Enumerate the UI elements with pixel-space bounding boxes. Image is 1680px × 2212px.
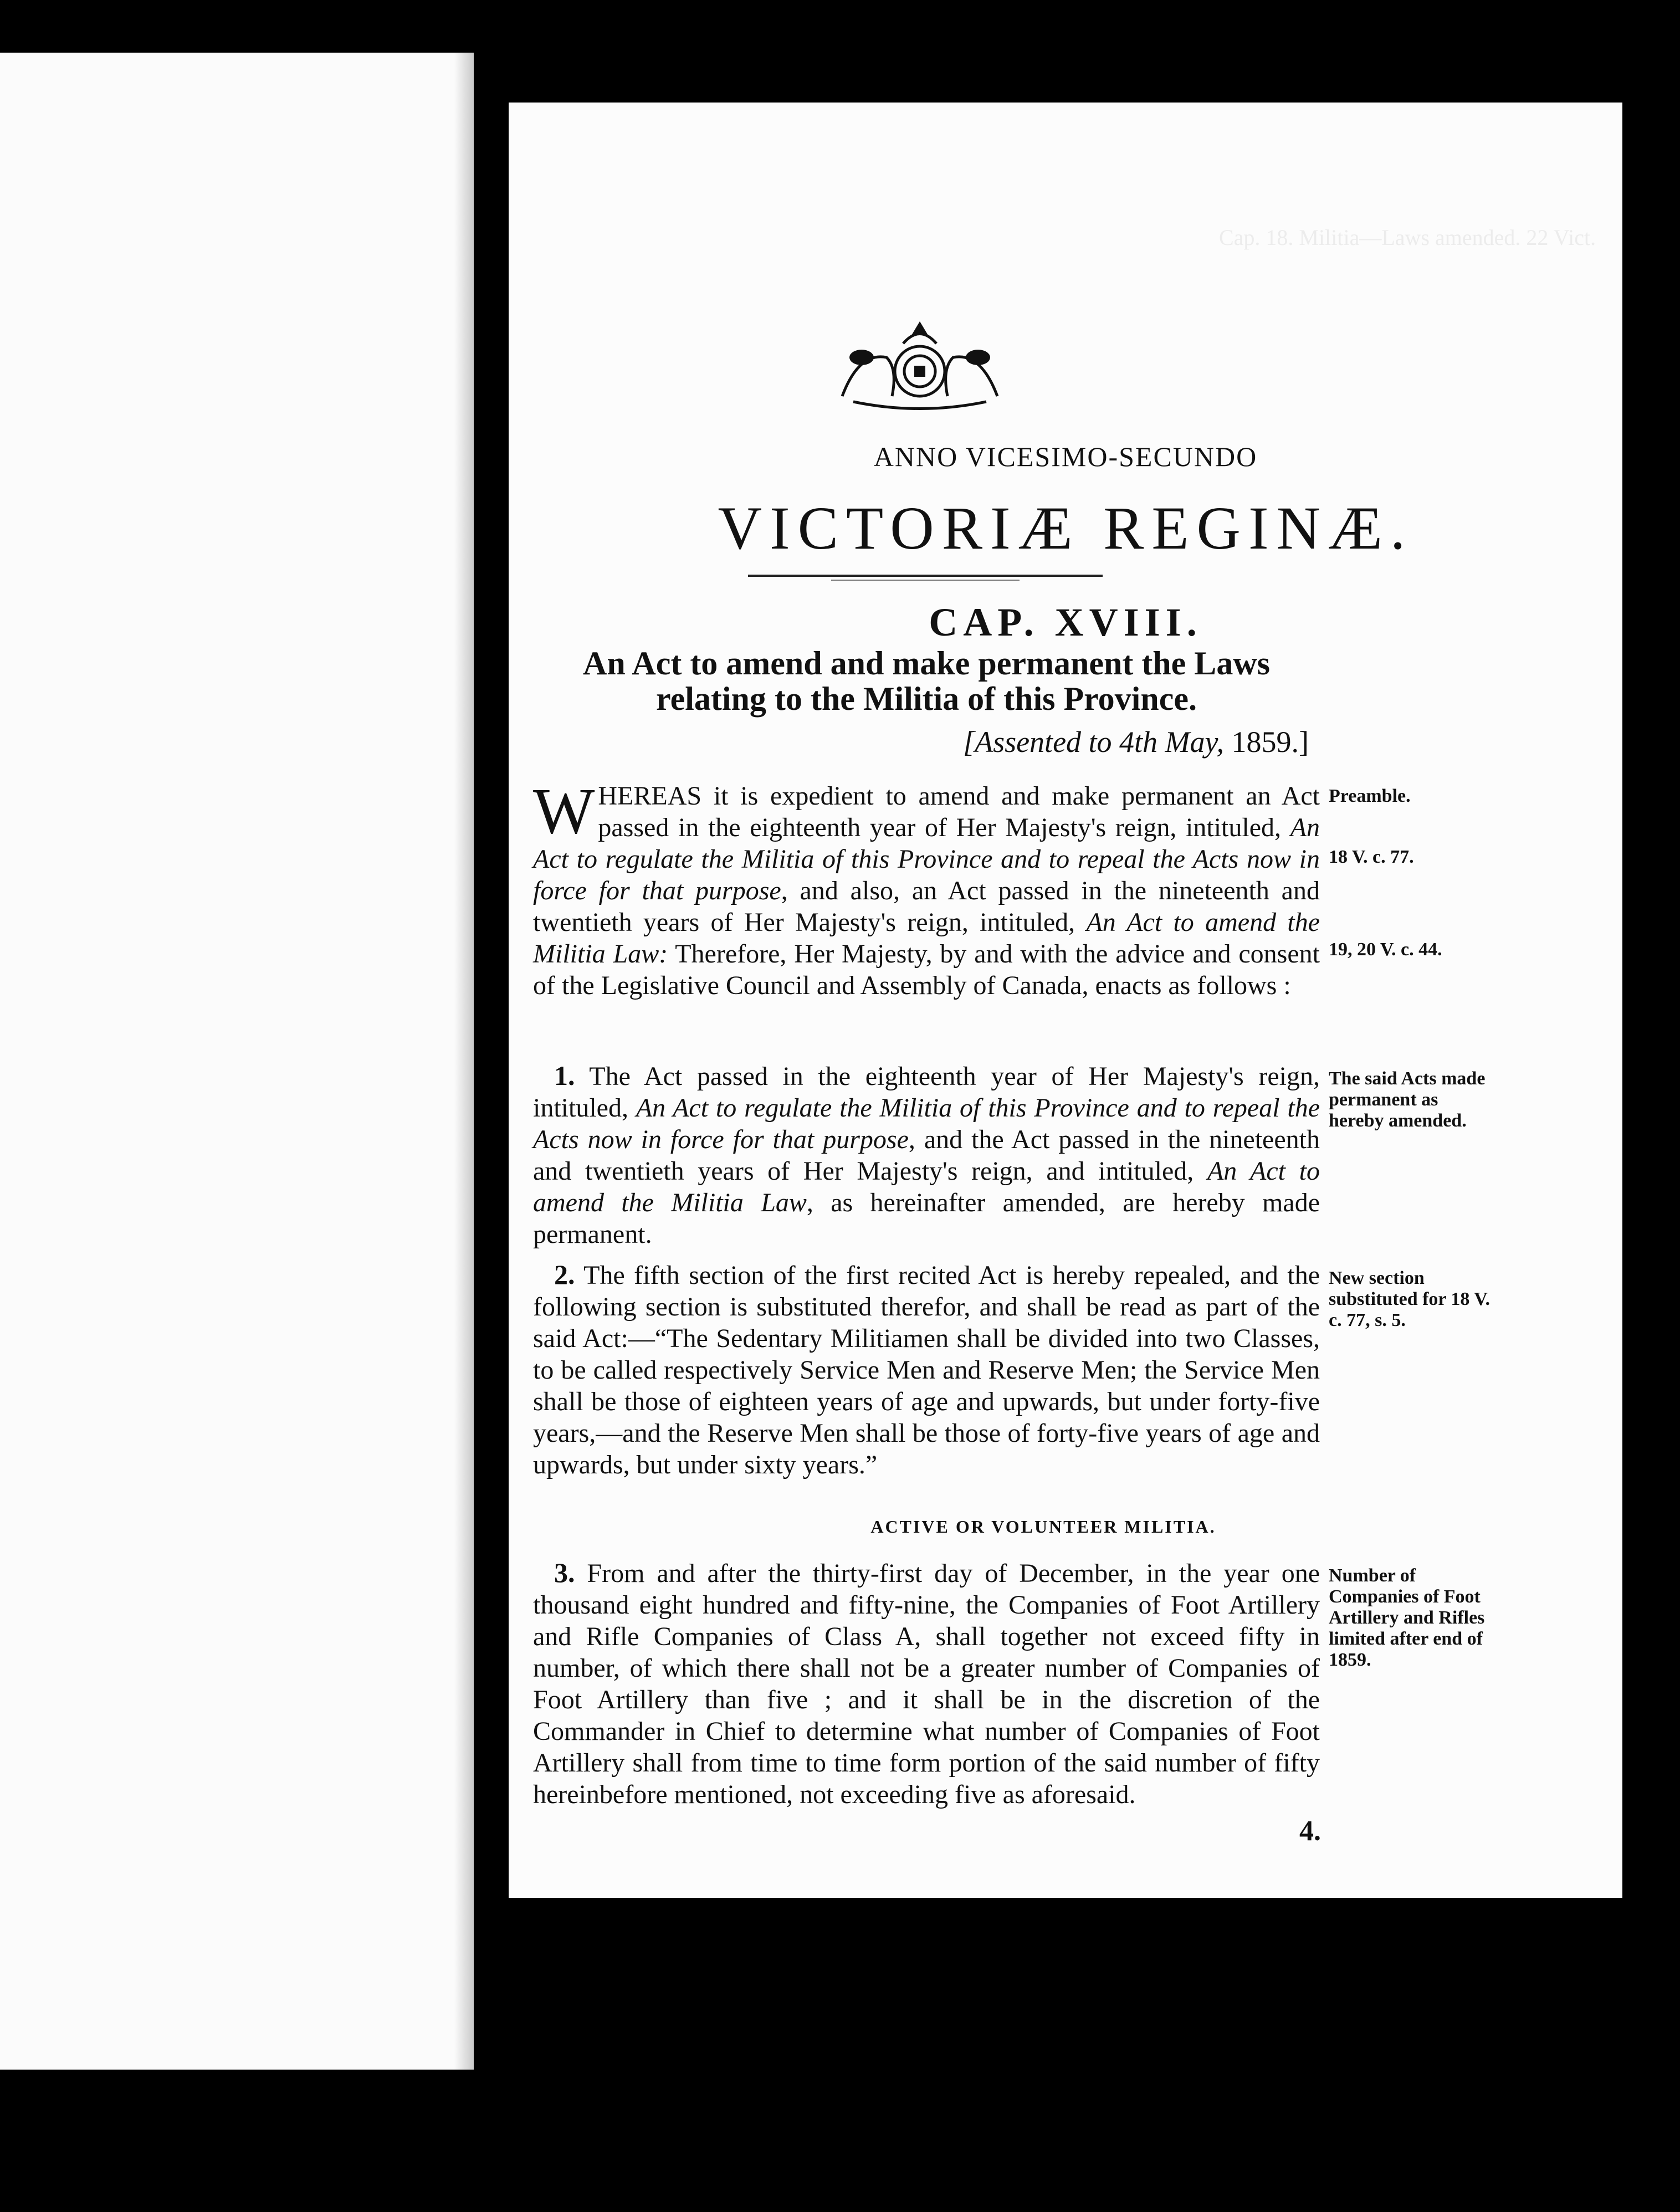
preamble-text-2: , and also, an Act passed in the nineteenth and twentieth years of Her Majesty's reign, intituled, — [533, 876, 1320, 937]
section-subheading: ACTIVE OR VOLUNTEER MILITIA. — [870, 1517, 1216, 1537]
bleed-through-text: Cap. 18. Militia—Laws amended. 22 Vict. — [1219, 225, 1596, 250]
section-number: 2. — [554, 1259, 575, 1290]
margin-note-preamble: Preamble. — [1329, 786, 1411, 806]
section-number: 1. — [554, 1060, 575, 1091]
section-text: From and after the thirty-first day of December, in the year one thousand eight hundred and fifty-nine, the Companies of Foot Artillery and Rifle Companies of Class A, shall together not exceed fifty in number, of which there shall not be a greater number of Companies of Foot Artillery than five ; and it shall be in the discretion of the Commander in Chief to determine what number of Companies of Foot Artillery shall from time to time form portion of the said number of fifty hereinbefore mentioned, not exceeding five as aforesaid. — [533, 1559, 1320, 1809]
regina-heading: VICTORIÆ REGINÆ. — [718, 494, 1413, 562]
cited-act-title-2: An Act to amend the Militia Law: — [533, 908, 1320, 969]
section-1 — [533, 1060, 1320, 1250]
section-text-3: , as hereinafter amended, are hereby made permanent. — [533, 1188, 1320, 1249]
margin-note-said-acts: The said Acts made permanent as hereby amended. — [1329, 1068, 1486, 1131]
page-gutter-shadow — [454, 53, 474, 2070]
assent-text: [Assented to 4th May, — [963, 725, 1232, 759]
section-number: 3. — [554, 1557, 575, 1588]
margin-note-number-of-companies: Number of Companies of Foot Artillery and Rifles limited after end of 1859. — [1329, 1565, 1485, 1670]
heading-rule-thin — [831, 580, 1020, 581]
section-3 — [533, 1557, 1320, 1810]
royal-crest-icon — [820, 319, 1020, 413]
cited-act-title-2: An Act to amend the Militia Law — [533, 1156, 1320, 1217]
section-text: The Act passed in the eighteenth year of Her Majesty's reign, intituled, — [533, 1062, 1320, 1123]
margin-note-act-2: 19, 20 V. c. 44. — [1329, 939, 1442, 960]
section-2 — [533, 1259, 1320, 1481]
catchword: 4. — [1299, 1815, 1321, 1847]
assent-year: 1859.] — [1231, 725, 1309, 759]
section-text-2: , and the Act passed in the nineteenth and twentieth years of Her Majesty's reign, and intituled, — [533, 1125, 1320, 1186]
assent-date — [533, 725, 1309, 759]
anno-heading: ANNO VICESIMO-SECUNDO — [873, 441, 1258, 472]
heading-rule — [748, 575, 1103, 577]
left-blank-page — [0, 53, 474, 2070]
preamble-text: HEREAS it is expedient to amend and make permanent an Act passed in the eighteenth year of Her Majesty's reign, intituled, — [598, 781, 1320, 842]
margin-note-act-1: 18 V. c. 77. — [1329, 847, 1414, 867]
margin-note-new-section: New section substituted for 18 V. c. 77, s. 5. — [1329, 1268, 1490, 1330]
act-title: An Act to amend and make permanent the Laws relating to the Militia of this Province. — [582, 645, 1271, 717]
preamble-text-3: Therefore, Her Majesty, by and with the advice and consent of the Legislative Council and Assembly of Canada, enacts as follows : — [533, 939, 1320, 1000]
drop-cap: W — [533, 775, 595, 847]
chapter-number: CAP. XVIII. — [929, 600, 1202, 644]
cited-act-title: An Act to regulate the Militia of this Province and to repeal the Acts now in force for that purpose — [533, 1093, 1320, 1154]
cited-act-title: An Act to regulate the Militia of this Province and to repeal the Acts now in force for that purpose — [533, 813, 1320, 905]
preamble-paragraph — [533, 775, 1320, 1001]
section-text: The fifth section of the first recited Act is hereby repealed, and the following section is substituted therefor, and shall be read as part of the said Act:—“The Sedentary Militiamen shall be divided into two Classes, to be called respectively Service Men and Reserve Men; the Service Men shall be those of eighteen years of age and upwards, but under forty-five years,—and the Reserve Men shall be those of forty-five years of age and upwards, but under sixty years.” — [533, 1261, 1320, 1479]
